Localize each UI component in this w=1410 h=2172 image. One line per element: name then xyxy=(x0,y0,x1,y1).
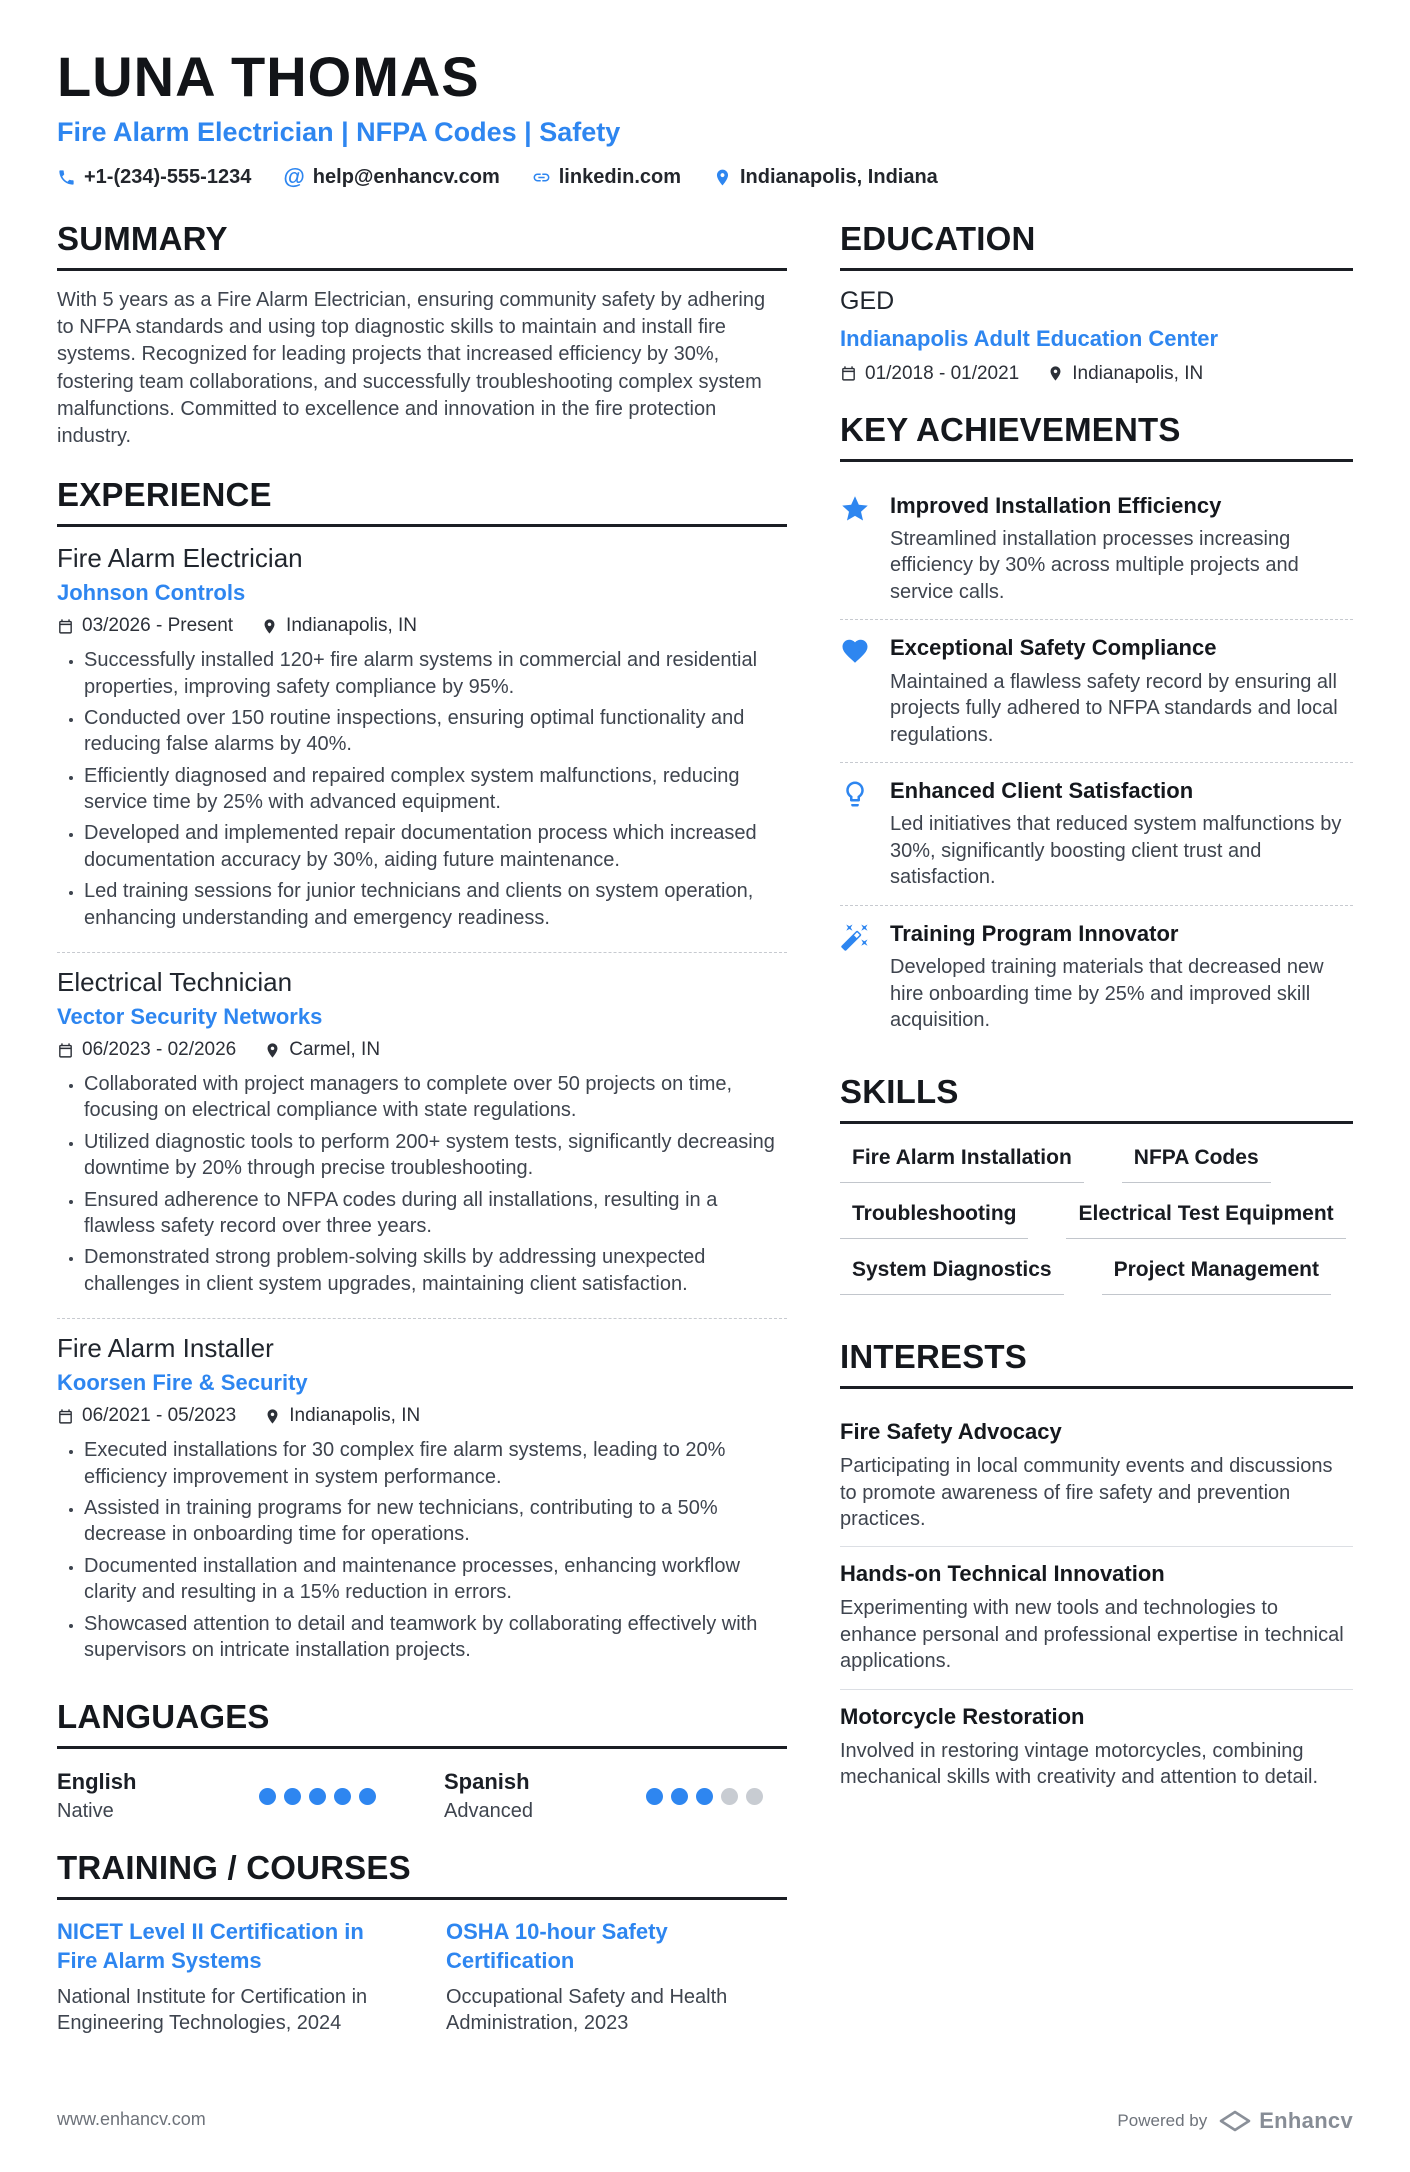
left-column xyxy=(57,220,787,2062)
resume-header xyxy=(57,44,1353,190)
job-meta-row xyxy=(57,1039,787,1061)
job-bullet: • Showcased attention to detail and teamwork by collaborating effectively with supervisors on intricate installation projects. xyxy=(84,1611,787,1664)
star-icon xyxy=(840,492,874,606)
languages-heading: LANGUAGES xyxy=(57,1698,787,1749)
location-pin-icon xyxy=(264,1408,281,1425)
skill-tag: Project Management xyxy=(1102,1256,1331,1295)
training-title: NICET Level II Certification in Fire Alarm Systems xyxy=(57,1919,364,1973)
contact-location-value: Indianapolis, Indiana xyxy=(740,165,938,188)
job-dates-value: 06/2021 - 05/2023 xyxy=(82,1405,237,1427)
experience-section xyxy=(57,476,787,1672)
achievements-heading: KEY ACHIEVEMENTS xyxy=(840,411,1353,462)
degree-name: GED xyxy=(840,287,895,315)
language-proficiency-dots xyxy=(259,1788,376,1805)
candidate-name: LUNA THOMAS xyxy=(57,45,480,108)
candidate-headline: Fire Alarm Electrician | NFPA Codes | Safety xyxy=(57,117,621,147)
job-location xyxy=(264,1039,380,1061)
powered-by-label: Powered by xyxy=(1117,2111,1208,2131)
heart-icon xyxy=(840,634,874,748)
achievement-text: Maintained a flawless safety record by ensuring all projects fully adhered to NFPA standards and local regulations. xyxy=(890,670,1338,746)
proficiency-dot-filled xyxy=(646,1788,663,1805)
job-location xyxy=(264,1405,420,1427)
training-heading: TRAINING / COURSES xyxy=(57,1849,787,1900)
contact-email[interactable] xyxy=(283,164,499,190)
achievement-title: Exceptional Safety Compliance xyxy=(890,635,1217,661)
languages-section xyxy=(57,1698,787,1823)
interests-heading: INTERESTS xyxy=(840,1338,1353,1389)
proficiency-dot-filled xyxy=(696,1788,713,1805)
interest-text: Participating in local community events and discussions to promote awareness of fire safety and prevention practices. xyxy=(840,1455,1333,1531)
proficiency-dot-filled xyxy=(359,1788,376,1805)
job-bullets xyxy=(57,1071,787,1297)
achievement-title: Training Program Innovator xyxy=(890,920,1179,946)
lightbulb-icon xyxy=(840,777,874,891)
training-provider: National Institute for Certification in Engineering Technologies, 2024 xyxy=(57,1986,368,2035)
achievement-title: Improved Installation Efficiency xyxy=(890,492,1222,518)
language-proficiency-dots xyxy=(646,1788,763,1805)
interest-item xyxy=(840,1690,1353,1805)
job-bullets xyxy=(57,647,787,931)
achievement-text: Streamlined installation processes increasing efficiency by 30% across multiple projects and service calls. xyxy=(890,528,1299,603)
education-section xyxy=(840,220,1353,385)
job-title: Electrical Technician xyxy=(57,967,293,998)
calendar-icon xyxy=(57,1042,74,1059)
training-provider: Occupational Safety and Health Administration, 2023 xyxy=(446,1986,728,2035)
training-item xyxy=(57,1918,398,2036)
proficiency-dot-filled xyxy=(309,1788,326,1805)
job-bullet: • Documented installation and maintenance processes, enhancing workflow clarity and resulting in a 15% reduction in errors. xyxy=(84,1553,787,1606)
job-dates xyxy=(57,1039,236,1061)
language-item xyxy=(444,1769,787,1823)
school-name: Indianapolis Adult Education Center xyxy=(840,326,1219,351)
contact-email-value: help@enhancv.com xyxy=(312,165,500,188)
training-title: OSHA 10-hour Safety Certification xyxy=(446,1919,668,1973)
location-pin-icon xyxy=(713,168,732,187)
language-level: Native xyxy=(57,1800,114,1823)
footer-website-link[interactable]: www.enhancv.com xyxy=(57,2109,206,2130)
footer-branding xyxy=(1117,2108,1353,2134)
job-bullet: • Developed and implemented repair documentation process which increased documentation accuracy by 30%, aiding future maintenance. xyxy=(84,820,787,873)
proficiency-dot-filled xyxy=(671,1788,688,1805)
job-bullet: • Conducted over 150 routine inspections, ensuring optimal functionality and reducing false alarms by 40%. xyxy=(84,705,787,758)
skill-tag: Fire Alarm Installation xyxy=(840,1144,1084,1183)
skill-tag: NFPA Codes xyxy=(1122,1144,1271,1183)
calendar-icon xyxy=(57,1408,74,1425)
calendar-icon xyxy=(840,365,857,382)
education-location-value: Indianapolis, IN xyxy=(1072,362,1204,384)
job-bullet: • Executed installations for 30 complex fire alarm systems, leading to 20% efficiency improvement in system performance. xyxy=(84,1437,787,1490)
company-name: Koorsen Fire & Security xyxy=(57,1370,308,1396)
job-dates-value: 03/2026 - Present xyxy=(82,615,234,637)
summary-section xyxy=(57,220,787,450)
contact-row xyxy=(57,164,1353,190)
proficiency-dot-filled xyxy=(334,1788,351,1805)
achievement-text: Developed training materials that decreased new hire onboarding time by 25% and improved skill acquisition. xyxy=(890,956,1324,1031)
job-bullet: • Ensured adherence to NFPA codes during all installations, resulting in a flawless safety record over three years. xyxy=(84,1187,787,1240)
achievement-item xyxy=(840,763,1353,906)
job-dates xyxy=(57,615,233,637)
experience-entry xyxy=(57,967,787,1319)
job-bullet: • Demonstrated strong problem-solving skills by addressing unexpected challenges in client system upgrades, maintaining client satisfaction. xyxy=(84,1244,787,1297)
location-pin-icon xyxy=(261,618,278,635)
contact-website[interactable] xyxy=(532,166,681,189)
education-dates-value: 01/2018 - 01/2021 xyxy=(865,362,1020,384)
education-location xyxy=(1047,363,1203,385)
job-bullet: • Utilized diagnostic tools to perform 200+ system tests, significantly decreasing downtime by 20% through precise troubleshooting. xyxy=(84,1129,787,1182)
language-level: Advanced xyxy=(444,1800,533,1823)
language-name: Spanish xyxy=(444,1769,530,1795)
education-meta-row xyxy=(840,363,1353,385)
job-bullets xyxy=(57,1437,787,1663)
job-meta-row xyxy=(57,615,787,637)
skill-tag: Troubleshooting xyxy=(840,1200,1028,1239)
proficiency-dot-filled xyxy=(259,1788,276,1805)
company-name: Vector Security Networks xyxy=(57,1004,323,1030)
contact-phone-value: +1-(234)-555-1234 xyxy=(84,165,252,188)
skills-section xyxy=(840,1073,1353,1312)
proficiency-dot-empty xyxy=(721,1788,738,1805)
job-dates xyxy=(57,1405,236,1427)
link-icon xyxy=(532,168,551,187)
language-item xyxy=(57,1769,400,1823)
proficiency-dot-empty xyxy=(746,1788,763,1805)
enhancv-logo-icon xyxy=(1218,2110,1252,2132)
training-section xyxy=(57,1849,787,2036)
enhancv-logo-text: Enhancv xyxy=(1259,2108,1353,2134)
job-meta-row xyxy=(57,1405,787,1427)
job-location-value: Indianapolis, IN xyxy=(286,615,418,637)
summary-text: With 5 years as a Fire Alarm Electrician, ensuring community safety by adhering to NFPA standards and using top diagnostic skills to maintain and install fire systems. Recognized for leading projects that increased efficiency by 30%, fostering team collaborations, and successfully troubleshooting complex system malfunctions. Committed to excellence and innovation in the fire protection industry. xyxy=(57,289,766,447)
achievement-text: Led initiatives that reduced system malfunctions by 30%, significantly boosting client trust and satisfaction. xyxy=(890,813,1342,889)
achievement-item xyxy=(840,906,1353,1048)
enhancv-logo xyxy=(1218,2108,1353,2134)
skills-list xyxy=(840,1140,1353,1312)
summary-heading: SUMMARY xyxy=(57,220,787,271)
job-bullet: • Collaborated with project managers to complete over 50 projects on time, focusing on electrical compliance with state regulations. xyxy=(84,1071,787,1124)
magic-wand-icon xyxy=(840,920,874,1034)
right-column xyxy=(840,220,1353,2062)
proficiency-dot-filled xyxy=(284,1788,301,1805)
training-list xyxy=(57,1916,787,2036)
resume-columns xyxy=(57,220,1353,2062)
job-bullet: • Assisted in training programs for new technicians, contributing to a 50% decrease in onboarding time for operations. xyxy=(84,1495,787,1548)
achievement-item xyxy=(840,620,1353,763)
experience-entry xyxy=(57,543,787,953)
education-heading: EDUCATION xyxy=(840,220,1353,271)
interest-title: Hands-on Technical Innovation xyxy=(840,1561,1165,1587)
company-name: Johnson Controls xyxy=(57,580,246,606)
job-location-value: Indianapolis, IN xyxy=(289,1405,421,1427)
skill-tag: Electrical Test Equipment xyxy=(1066,1200,1345,1239)
at-icon: @ xyxy=(283,164,305,189)
skill-tag: System Diagnostics xyxy=(840,1256,1064,1295)
interest-text: Experimenting with new tools and technologies to enhance personal and professional expertise in technical applications. xyxy=(840,1597,1344,1673)
skills-heading: SKILLS xyxy=(840,1073,1353,1124)
achievements-section xyxy=(840,411,1353,1048)
job-location xyxy=(261,615,417,637)
job-bullet: • Successfully installed 120+ fire alarm systems in commercial and residential properties, improving safety compliance by 95%. xyxy=(84,647,787,700)
language-name: English xyxy=(57,1769,137,1795)
interest-title: Fire Safety Advocacy xyxy=(840,1419,1062,1445)
interest-title: Motorcycle Restoration xyxy=(840,1703,1085,1729)
interest-text: Involved in restoring vintage motorcycles, combining mechanical skills with creativity and attention to detail. xyxy=(840,1739,1319,1789)
job-bullet: • Led training sessions for junior technicians and clients on system operation, enhancing understanding and emergency readiness. xyxy=(84,878,787,931)
languages-list xyxy=(57,1765,787,1823)
interest-item xyxy=(840,1405,1353,1547)
interests-section xyxy=(840,1338,1353,1804)
interest-item xyxy=(840,1547,1353,1689)
calendar-icon xyxy=(57,618,74,635)
contact-phone[interactable] xyxy=(57,166,251,189)
experience-entry xyxy=(57,1333,787,1672)
job-title: Fire Alarm Electrician xyxy=(57,543,303,574)
contact-website-value: linkedin.com xyxy=(558,165,681,188)
experience-heading: EXPERIENCE xyxy=(57,476,787,527)
job-title: Fire Alarm Installer xyxy=(57,1333,274,1364)
location-pin-icon xyxy=(264,1042,281,1059)
education-dates xyxy=(840,363,1019,385)
job-bullet: • Efficiently diagnosed and repaired complex system malfunctions, reducing service time by 25% with advanced equipment. xyxy=(84,763,787,816)
job-location-value: Carmel, IN xyxy=(289,1039,381,1061)
achievement-item xyxy=(840,478,1353,621)
training-item xyxy=(446,1918,787,2036)
achievement-title: Enhanced Client Satisfaction xyxy=(890,777,1194,803)
location-pin-icon xyxy=(1047,365,1064,382)
phone-icon xyxy=(57,168,76,187)
job-dates-value: 06/2023 - 02/2026 xyxy=(82,1039,237,1061)
contact-location xyxy=(713,166,938,189)
